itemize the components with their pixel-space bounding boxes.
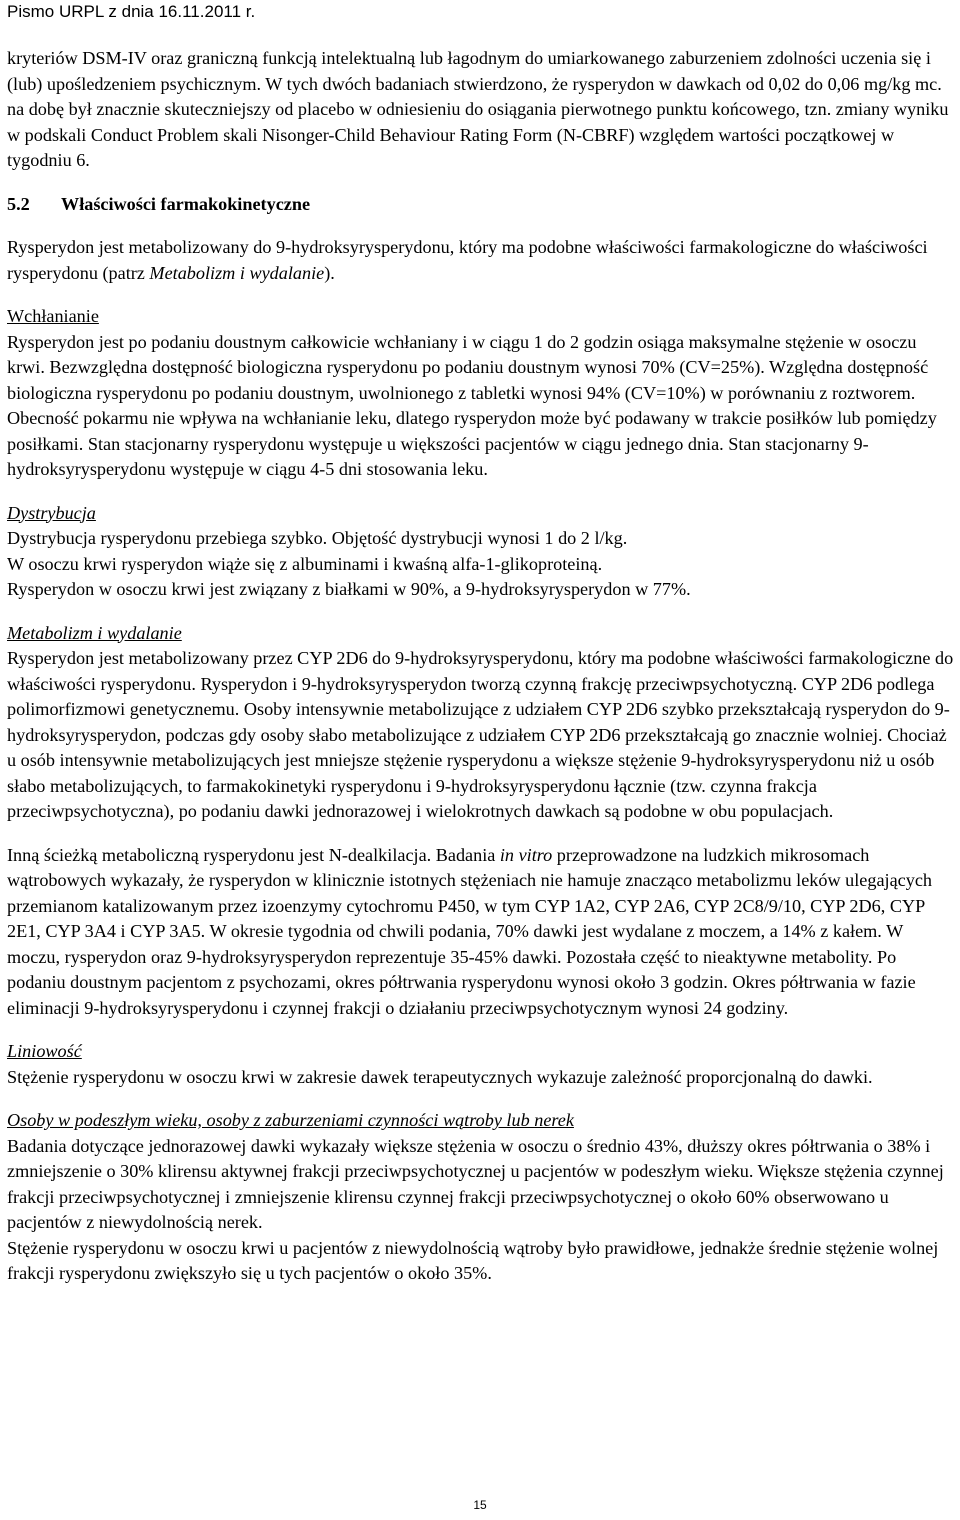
section-heading bbox=[7, 192, 955, 218]
distribution-line-1: Dystrybucja rysperydonu przebiega szybko. Objętość dystrybucji wynosi 1 do 2 l/kg. bbox=[7, 528, 628, 548]
page-number: 15 bbox=[473, 1498, 487, 1512]
distribution-heading: Dystrybucja bbox=[7, 502, 96, 523]
elderly-paragraph-2: Stężenie rysperydonu w osoczu krwi u pacjentów z niewydolnością wątroby było prawidłowe, jednakże średnie stężenie wolnej frakcji rysperydonu zwiększyło się u tych pacjentów o około 35%. bbox=[7, 1237, 939, 1283]
section-intro-text: Rysperydon jest metabolizowany do 9-hydroksyrysperydonu, który ma podobne właściwości farmakologiczne do właściwości rysperydonu (patrz bbox=[7, 237, 928, 283]
section-title: Właściwości farmakokinetyczne bbox=[61, 193, 311, 214]
elderly-heading: Osoby w podeszłym wieku, osoby z zaburzeniami czynności wątroby lub nerek bbox=[7, 1110, 574, 1130]
in-vitro-term: in vitro bbox=[499, 844, 553, 865]
linearity-paragraph: Stężenie rysperydonu w osoczu krwi w zakresie dawek terapeutycznych wykazuje zależność proporcjonalną do dawki. bbox=[7, 1066, 873, 1087]
linearity-heading: Liniowość bbox=[7, 1041, 82, 1061]
section-intro-end: ). bbox=[324, 262, 335, 283]
intro-paragraph: kryteriów DSM-IV oraz graniczną funkcją intelektualną lub łagodnym do umiarkowanego zaburzeniem zdolności uczenia się i (lub) upośledzeniem psychicznym. W tych dwóch badaniach stwierdzono, że rysperydon w dawkach od 0,02 do 0,06 mg/kg mc. na dobę był znacznie skuteczniejszy od placebo w odniesieniu do osiągania pierwotnego punktu końcowego, tzn. zmiany wyniku w podskali Conduct Problem skali Nisonger-Child Behaviour Rating Form (N-CBRF) względem wartości początkowej w tygodniu 6. bbox=[7, 48, 949, 170]
metabolism-text-b: przeprowadzone na ludzkich mikrosomach wątrobowych wykazały, że rysperydon w klinicznie istotnych stężeniach nie hamuje znacząco metabolizmu leków ulegających przemianom katalizowanym przez izoenzymy cytochromu P450, w tym CYP 1A2, CYP 2A6, CYP 2C8/9/10, CYP 2D6, CYP 2E1, CYP 3A4 i CYP 3A5. W okresie tygodnia od chwili podania, 70% dawki jest wydalane z moczem, a 14% z kałem. W moczu, rysperydon oraz 9-hydroksyrysperydon reprezentuje 35-45% dawki. Pozostała część to nieaktywne metabolity. Po podaniu doustnym pacjentom z psychozami, okres półtrwania rysperydonu wynosi około 3 godzin. Okres półtrwania w fazie eliminacji 9-hydroksyrysperydonu i czynnej frakcji o działaniu przeciwpsychotycznym wynosi 24 godziny. bbox=[7, 844, 933, 1018]
section-intro-paragraph bbox=[7, 235, 955, 286]
document-header: Pismo URPL z dnia 16.11.2011 r. bbox=[7, 2, 256, 21]
metabolism-paragraph-1: Rysperydon jest metabolizowany przez CYP 2D6 do 9-hydroksyrysperydonu, który ma podobne właściwości farmakologiczne do właściwości rysperydonu. Rysperydon i 9-hydroksyrysperydon tworzą czynną frakcję przeciwpsychotyczną. CYP 2D6 podlega polimorfizmowi genetycznemu. Osoby intensywnie metabolizujące z udziałem CYP 2D6 szybko przekształcają rysperydon do 9-hydroksyrysperydon, podczas gdy osoby słabo metabolizujące z udziałem CYP 2D6 przekształcają go znacznie wolniej. Chociaż u osób intensywnie metabolizujących jest mniejsze stężenie rysperydonu a większe stężenie 9-hydroksyrysperydonu niż u osób słabo metabolizujących, to farmakokinetyki rysperydonu i 9-hydroksyrysperydonu łącznie (tzw. czynna frakcja przeciwpsychotyczna), po podaniu dawki jednorazowej i wielokrotnych dawkach są podobne w obu populacjach. bbox=[7, 648, 954, 821]
metabolism-heading: Metabolizm i wydalanie bbox=[7, 622, 182, 643]
absorption-paragraph-2: Obecność pokarmu nie wpływa na wchłanianie leku, dlatego rysperydon może być podawany w trakcie posiłków lub pomiędzy posiłkami. Stan stacjonarny rysperydonu występuje u większości pacjentów w ciągu jednego dnia. Stan stacjonarny 9-hydroksyrysperydonu występuje w ciągu 4-5 dni stosowania leku. bbox=[7, 408, 937, 479]
metabolism-reference: Metabolizm i wydalanie bbox=[149, 262, 325, 283]
absorption-paragraph-1: Rysperydon jest po podaniu doustnym całkowicie wchłaniany i w ciągu 1 do 2 godzin osiąga maksymalne stężenie w osoczu krwi. Bezwzględna dostępność biologiczna rysperydonu po podaniu doustnym wynosi 70% (CV=25%). Względna dostępność biologiczna rysperydonu po podaniu doustnym, uwolnionego z tabletki wynosi 94% (CV=10%) w porównaniu z roztworem. bbox=[7, 331, 929, 403]
section-number: 5.2 bbox=[7, 193, 30, 214]
absorption-heading: Wchłanianie bbox=[7, 306, 99, 326]
metabolism-text-a: Inną ścieżką metaboliczną rysperydonu jest N-dealkilacja. Badania bbox=[7, 844, 500, 865]
distribution-line-3: Rysperydon w osoczu krwi jest związany z białkami w 90%, a 9-hydroksyrysperydon w 77%. bbox=[7, 579, 691, 599]
elderly-paragraph-1: Badania dotyczące jednorazowej dawki wykazały większe stężenia w osoczu o średnio 43%, dłuższy okres półtrwania o 38% i zmniejszenie o 30% klirensu aktywnej frakcji przeciwpsychotycznej u pacjentów w podeszłym wieku. Większe stężenia czynnej frakcji przeciwpsychotycznej i zmniejszenie klirensu czynnej frakcji przeciwpsychotycznej o około 60% obserwowano u pacjentów z niewydolnością nerek. bbox=[7, 1135, 944, 1232]
metabolism-paragraph-2 bbox=[7, 843, 955, 1022]
distribution-line-2: W osoczu krwi rysperydon wiąże się z albuminami i kwaśną alfa-1-glikoproteiną. bbox=[7, 553, 603, 574]
document-body bbox=[7, 46, 955, 1287]
